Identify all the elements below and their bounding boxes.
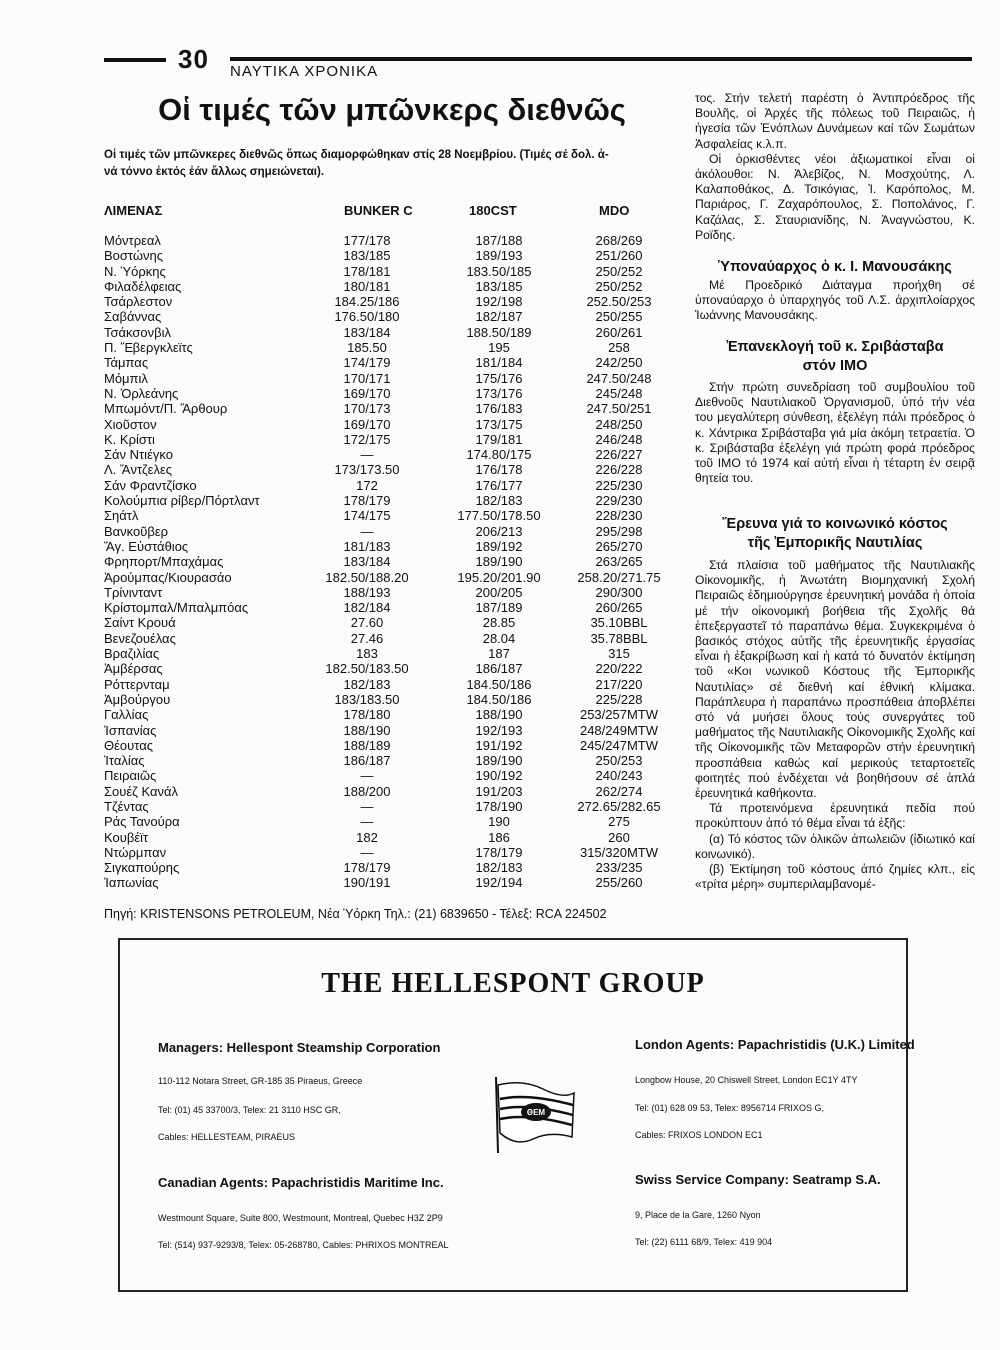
mdo-cell: 295/298 [595,523,643,539]
port-cell: Φιλαδέλφειας [104,278,182,294]
port-cell: Σαίντ Κρουά [104,615,176,631]
bunker-c-cell: 182 [356,829,378,845]
port-cell: Ἰαπωνίας [104,875,159,891]
bunker-c-cell: 183/184 [343,554,391,570]
bunker-c-cell: 188/190 [343,722,391,738]
mdo-cell: 290/300 [595,584,643,600]
bunker-c-cell: — [360,523,374,539]
bunker-c-cell: 185.50 [347,340,387,356]
table-header [104,203,680,233]
port-cell: Κολούμπια ρίβερ/Πόρτλαντ [104,493,260,509]
section-body-srivastava [695,380,975,486]
table-body [104,233,680,891]
port-cell: Βοστώνης [104,248,164,264]
bunker-c-cell: 188/189 [343,737,391,753]
cst180-cell: 186/187 [475,661,523,677]
heading-line: τῆς Ἐμπορικῆς Ναυτιλίας [747,535,923,551]
cst180-cell: 184.50/186 [466,691,532,707]
paragraph: (α) Τό κόστος τῶν ὁλικῶν ἀπωλειῶν (ἰδιωτικό καί κοινωνικό). [695,831,975,861]
heading-line: στόν IMO [802,358,868,374]
article-title: Οἱ τιμές τῶν μπῶνκερς διεθνῶς [158,92,626,127]
table-row [104,646,680,661]
table-row [104,554,680,569]
mdo-cell: 220/222 [595,661,643,677]
header-port: ΛΙΜΕΝΑΣ [104,203,163,218]
port-cell: Τρίνινταντ [104,584,163,600]
paragraph: τος. Στήν τελετή παρέστη ὁ Ἀντιπρόεδρος τῆς Βουλῆς, οἱ Ἀρχές τῆς πόλεως τοῦ Πειραιῶς, ἡ ἡγεσία τῶν Ἐνόπλων Δυνάμεων καί τῶν Σωμάτων Ἀσφαλείας κ.λ.π. [695,91,975,151]
flag-emblem-text: ΘΕΜ [526,1108,546,1117]
mdo-cell: 247.50/251 [586,401,652,417]
article-intro [104,147,680,181]
table-row [104,401,680,416]
mdo-cell: 240/243 [595,768,643,784]
hellespont-flag-logo [488,1075,578,1155]
cst180-cell: 187/189 [475,600,523,616]
mdo-cell: 35.10BBL [590,615,648,631]
port-cell: Τσάρλεστον [104,294,173,310]
bunker-c-cell: 183/183.50 [334,691,400,707]
bunker-c-cell: 190/191 [343,875,391,891]
table-row [104,478,680,493]
bunker-c-cell: 172 [356,477,378,493]
port-cell: Ντώρμπαν [104,844,167,860]
table-row [104,524,680,539]
cst180-cell: 178/179 [475,844,523,860]
bunker-c-cell: 170/171 [343,370,391,386]
cst180-cell: 189/190 [475,554,523,570]
table-row [104,860,680,875]
bunker-c-cell: 173/173.50 [334,462,400,478]
intro-line-1: Οἱ τιμές τῶν μπῶνκερες διεθνῶς ὅπως διαμορφώθηκαν στίς 28 Νοεμβρίου. (Τιμές σέ δολ. ἀ- [104,149,609,161]
mdo-cell: 225/228 [595,691,643,707]
port-cell: Πειραιῶς [104,768,157,784]
mdo-cell: 251/260 [595,248,643,264]
table-row [104,631,680,646]
mdo-cell: 242/250 [595,355,643,371]
table-row [104,692,680,707]
ad-managers-address: 110-112 Notara Street, GR-185 35 Piraeus, Greece [158,1076,363,1086]
bunker-c-cell: 169/170 [343,416,391,432]
paragraph: (β) Ἐκτίμηση τοῦ κόστους ἀπό ζημίες κλπ., εἰς «τρίτα μέρη» συμπεριλαμβανομέ- [695,862,975,892]
mdo-cell: 265/270 [595,538,643,554]
section-body-manousakis [695,278,975,324]
port-cell: Μόμπιλ [104,370,148,386]
mdo-cell: 245/248 [595,385,643,401]
ad-managers-cables: Cables: HELLESTEAM, PIRAEUS [158,1132,296,1142]
cst180-cell: 206/213 [475,523,523,539]
mdo-cell: 246/248 [595,431,643,447]
port-cell: Σουέζ Κανάλ [104,783,179,799]
port-cell: Σαβάννας [104,309,162,325]
port-cell: Βανκοῦβερ [104,523,169,539]
table-row [104,508,680,523]
table-row [104,432,680,447]
table-row [104,570,680,585]
paragraph: Τά προτεινόμενα ἐρευνητικά πεδία πού προκύπτουν ἀπό τό θέμα εἶναι τά ἑξῆς: [695,801,975,831]
bunker-c-cell: 178/181 [343,263,391,279]
mdo-cell: 260/265 [595,600,643,616]
mdo-cell: 228/230 [595,508,643,524]
bunker-c-cell: 174/175 [343,508,391,524]
ad-swiss-title: Swiss Service Company: Seatramp S.A. [635,1172,881,1187]
bunker-c-cell: 182/183 [343,676,391,692]
table-row [104,814,680,829]
heading-line: Ἐπανεκλογή τοῦ κ. Σριβάσταβα [726,339,944,355]
table-row [104,539,680,554]
right-column-top [695,91,975,243]
port-cell: Μπωμόντ/Π. Ἄρθουρ [104,401,228,417]
mdo-cell: 250/253 [595,753,643,769]
bunker-c-cell: 183 [356,646,378,662]
bunker-c-cell: 176.50/180 [334,309,400,325]
port-cell: Ν. Ὑόρκης [104,263,166,279]
cst180-cell: 179/181 [475,431,523,447]
header-mdo: MDO [599,203,630,218]
mdo-cell: 247.50/248 [586,370,652,386]
mdo-cell: 233/235 [595,860,643,876]
port-cell: Ράς Τανούρα [104,814,180,830]
mdo-cell: 262/274 [595,783,643,799]
cst180-cell: 183.50/185 [466,263,532,279]
ad-canadian-tel: Tel: (514) 937-9293/8, Telex: 05-268780, Cables: PHRIXOS MONTREAL [158,1240,449,1250]
page-number: 30 [178,44,209,74]
cst180-cell: 190 [488,814,510,830]
ad-london-tel: Tel: (01) 628 09 53, Telex: 8956714 FRIXOS G, [635,1103,824,1113]
port-cell: Κουβέϊτ [104,829,149,845]
port-cell: Βραζιλίας [104,646,160,662]
ad-swiss-tel: Tel: (22) 6111 68/9, Telex: 419 904 [635,1237,773,1247]
table-row [104,386,680,401]
cst180-cell: 182/183 [475,493,523,509]
port-cell: Χιοῦστον [104,416,157,432]
bunker-c-cell: 178/180 [343,707,391,723]
cst180-cell: 173/176 [475,385,523,401]
mdo-cell: 258 [608,340,630,356]
port-cell: Τσάκσονβιλ [104,324,172,340]
bunker-c-cell: 184.25/186 [334,294,400,310]
cst180-cell: 189/190 [475,753,523,769]
bunker-c-cell: 169/170 [343,385,391,401]
port-cell: Κ. Κρίστι [104,431,155,447]
port-cell: Ἀμβέρσας [104,661,163,677]
table-row [104,264,680,279]
port-cell: Τάμπας [104,355,149,371]
bunker-c-cell: 183/184 [343,324,391,340]
table-row [104,447,680,462]
port-cell: Ἰταλίας [104,753,145,769]
port-cell: Σηάτλ [104,508,139,524]
port-cell: Σιγκαπούρης [104,860,180,876]
table-row [104,279,680,294]
bunker-c-cell: 182.50/188.20 [325,569,409,585]
table-row [104,340,680,355]
mdo-cell: 226/227 [595,447,643,463]
header-180cst: 180CST [469,203,517,218]
ad-managers-title: Managers: Hellespont Steamship Corporation [158,1040,441,1055]
mdo-cell: 35.78BBL [590,630,648,646]
cst180-cell: 28.04 [482,630,516,646]
header-bunker-c: BUNKER C [344,203,413,218]
cst180-cell: 175/176 [475,370,523,386]
paragraph: Στά πλαίσια τοῦ μαθήματος τῆς Ναυτιλιακῆς Οἰκονομικῆς, ἡ Ἀνωτάτη Βιομηχανική Σχολή Πειραιῶς ἐδημιούργησε ἐρευνητική μονάδα ἡ ὁποία μέ τήν οἰκονομική βοήθεια τῆς Σχολῆς θά ἐπεξεργαστεῖ τό παραπάνω θέμα. Συγκεκριμένα ὁ βασικός στόχος αὐτῆς τῆς ἐρευνητικῆς ἐργασίας εἶναι ἡ ἐξακρίβωση καί ἡ κατά τό δυνατόν ἐκτίμηση τοῦ «Κοι νωνικοῦ Κόστους τῆς Ἐμπορικῆς Ναυτιλίας» σέ διεθνή καί ἐθνική κλίμακα. Παράπλευρα ἡ παραπάνω προσπάθεια ἀποβλέπει στό νά μυήσει ὅλους τούς συνεργάτες τοῦ μαθήματος τῆς Ναυτιλιακῆς Οἰκονομικῆς Σχολῆς καί τῆς Οἰκονομικῆς τῶν Μεταφορῶν στήν ἐρευνητική προσπάθεια καθώς καί μερικούς τεταρτοετεῖς φοιτητές πού ἐνδέχεται νά βοηθήσουν σέ ἁπλά ἐρευνητικά καθήκοντα. [695,558,975,801]
cst180-cell: 188.50/189 [466,324,532,340]
paragraph: Μέ Προεδρικό Διάταγμα προήχθη σέ ὑποναύαρχο ὁ ὑπαρχηγός τοῦ Λ.Σ. ἀρχιπλοίαρχος Ἰωάννης Μανουσάκης. [695,278,975,323]
bunker-c-cell: — [360,798,374,814]
ad-canadian-title: Canadian Agents: Papachristidis Maritime Inc. [158,1175,444,1190]
mdo-cell: 248/250 [595,416,643,432]
table-row [104,707,680,722]
table-row [104,768,680,783]
bunker-c-cell: 180/181 [343,278,391,294]
section-heading-srivastava [695,338,975,376]
cst180-cell: 186 [488,829,510,845]
table-row [104,830,680,845]
bunker-c-cell: 27.46 [350,630,384,646]
mdo-cell: 250/252 [595,278,643,294]
port-cell: Λ. Ἄντζελες [104,462,173,478]
bunker-c-cell: 182.50/183.50 [325,661,409,677]
port-cell: Σάν Φραντζίσκο [104,477,197,493]
table-row [104,661,680,676]
port-cell: Ν. Ὀρλεάνης [104,385,179,401]
table-row [104,845,680,860]
cst180-cell: 182/187 [475,309,523,325]
mdo-cell: 263/265 [595,554,643,570]
section-heading-manousakis: Ὑποναύαρχος ὁ κ. Ι. Μανουσάκης [718,259,952,275]
port-cell: Φρηπορτ/Μπαχάμας [104,554,224,570]
cst180-cell: 178/190 [475,798,523,814]
cst180-cell: 195.20/201.90 [457,569,541,585]
table-row [104,248,680,263]
port-cell: Γαλλίας [104,707,149,723]
intro-line-2: νά τόννο ἐκτός ἐάν ἄλλως σημειώνεται). [104,166,325,178]
table-source: Πηγή: KRISTENSONS PETROLEUM, Νέα Ὑόρκη Τηλ.: (21) 6839650 - Τέλεξ: RCA 224502 [104,907,607,921]
port-cell: Ἰσπανίας [104,722,157,738]
cst180-cell: 189/192 [475,538,523,554]
section-heading-research [695,515,975,553]
table-row [104,615,680,630]
port-cell: Βενεζουέλας [104,630,176,646]
table-row [104,325,680,340]
mdo-cell: 245/247MTW [579,737,659,753]
table-row [104,738,680,753]
cst180-cell: 192/194 [475,875,523,891]
bunker-c-cell: 178/179 [343,493,391,509]
port-cell: Ἀμβούργου [104,691,171,707]
bunker-c-cell: 182/184 [343,600,391,616]
bunker-c-cell: — [360,814,374,830]
port-cell: Ἀρούμπας/Κιουρασάο [104,569,232,585]
bunker-c-cell: 178/179 [343,860,391,876]
bunker-c-cell: 174/179 [343,355,391,371]
mdo-cell: 225/230 [595,477,643,493]
cst180-cell: 192/193 [475,722,523,738]
mdo-cell: 272.65/282.65 [577,798,661,814]
cst180-cell: 200/205 [475,584,523,600]
table-row [104,355,680,370]
bunker-c-cell: 172/175 [343,431,391,447]
cst180-cell: 190/192 [475,768,523,784]
mdo-cell: 268/269 [595,233,643,248]
bunker-c-cell: 183/185 [343,248,391,264]
port-cell: Π. Ἔβεργκλεϊτς [104,340,193,356]
bunker-c-cell: 177/178 [343,233,391,248]
cst180-cell: 28.85 [482,615,516,631]
paragraph: Στήν πρώτη συνεδρίαση τοῦ συμβουλίου τοῦ Διεθνοῦς Ναυτιλιακοῦ Ὀργανισμοῦ, ὑπό τήν νέα του μεγαλύτερη σύνθεση, ἐξελέγη πάλι πρόεδρος ὁ κ. Χάντρικα Σριβάσταβα γιά μία ἀκόμη τετραετία. Ὁ κ. Σριβάσταβα ἐξελέγη γιά πρώτη φορά πρόεδρος τοῦ IMO τό 1974 καί αὐτή εἶναι ἡ τέταρτη ἐν σειρᾷ θητεία του. [695,380,975,486]
cst180-cell: 184.50/186 [466,676,532,692]
cst180-cell: 183/185 [475,278,523,294]
paragraph: Οἱ ὁρκισθέντες νέοι ἀξιωματικοί εἶναι οἱ ἀκόλουθοι: Ν. Ἀλεβίζος, Ν. Μοσχούτης, Λ. Καλαποθάκος, Δ. Τσικόγιας, Ἰ. Καρόπολος, Μ. Παριάρος, Γ. Ζαχαρόπουλος, Σ. Ποπολάνος, Γ. Καζάλας, Σ. Σταυριανίδης, Ν. Ἀναγνώστου, Κ. Ροϊδης. [695,151,975,242]
bunker-c-cell: — [360,768,374,784]
port-cell: Τζέντας [104,798,149,814]
cst180-cell: 176/178 [475,462,523,478]
table-row [104,493,680,508]
cst180-cell: 177.50/178.50 [457,508,541,524]
ad-london-cables: Cables: FRIXOS LONDON EC1 [635,1130,763,1140]
mdo-cell: 260/261 [595,324,643,340]
cst180-cell: 182/183 [475,860,523,876]
cst180-cell: 176/177 [475,477,523,493]
port-cell: Θέουτας [104,737,153,753]
bunker-c-cell: 170/173 [343,401,391,417]
bunker-c-cell: 186/187 [343,753,391,769]
magazine-name: ΝΑΥΤΙΚΑ ΧΡΟΝΙΚΑ [230,63,379,80]
bunker-c-cell: 27.60 [350,615,384,631]
cst180-cell: 176/183 [475,401,523,417]
mdo-cell: 260 [608,829,630,845]
table-row [104,309,680,324]
cst180-cell: 191/192 [475,737,523,753]
table-row [104,677,680,692]
mdo-cell: 255/260 [595,875,643,891]
cst180-cell: 174.80/175 [466,447,532,463]
table-row [104,371,680,386]
bunker-c-cell: — [360,447,374,463]
ad-london-address: Longbow House, 20 Chiswell Street, London EC1Y 4TY [635,1075,858,1085]
table-row [104,784,680,799]
port-cell: Σάν Ντιέγκο [104,447,173,463]
ad-swiss-address: 9, Place de la Gare, 1260 Nyon [635,1210,761,1220]
heading-line: Ἔρευνα γιά το κοινωνικό κόστος [722,516,948,532]
bunker-c-cell: — [360,844,374,860]
port-cell: Ρόττερνταμ [104,676,170,692]
cst180-cell: 187/188 [475,233,523,248]
bunker-c-cell: 188/200 [343,783,391,799]
table-row [104,875,680,890]
bunker-c-cell: 181/183 [343,538,391,554]
bunker-c-cell: 188/193 [343,584,391,600]
cst180-cell: 195 [488,340,510,356]
mdo-cell: 229/230 [595,493,643,509]
cst180-cell: 191/203 [475,783,523,799]
mdo-cell: 275 [608,814,630,830]
mdo-cell: 252.50/253 [586,294,652,310]
table-row [104,799,680,814]
table-row [104,462,680,477]
mdo-cell: 253/257MTW [579,707,659,723]
mdo-cell: 248/249MTW [579,722,659,738]
mdo-cell: 315/320MTW [579,844,659,860]
table-row [104,723,680,738]
cst180-cell: 187 [488,646,510,662]
header-rule-right [230,57,972,61]
table-row [104,600,680,615]
mdo-cell: 250/255 [595,309,643,325]
mdo-cell: 226/228 [595,462,643,478]
ad-london-title: London Agents: Papachristidis (U.K.) Limited [635,1037,915,1052]
mdo-cell: 217/220 [595,676,643,692]
port-cell: Ἅγ. Εὐστάθιος [104,538,189,554]
ad-title: THE HELLESPONT GROUP [321,968,705,999]
mdo-cell: 250/252 [595,263,643,279]
cst180-cell: 173/175 [475,416,523,432]
table-row [104,585,680,600]
section-body-research [695,558,975,892]
ad-managers-tel: Tel: (01) 45 33700/3, Telex: 21 3110 HSC GR, [158,1105,341,1115]
table-row [104,233,680,248]
ad-canadian-address: Westmount Square, Suite 800, Westmount, Montreal, Quebec H3Z 2P9 [158,1213,443,1223]
bunker-price-table [104,203,680,891]
mdo-cell: 315 [608,646,630,662]
mdo-cell: 258.20/271.75 [577,569,661,585]
header-rule-left [104,58,166,62]
table-row [104,294,680,309]
table-row [104,753,680,768]
cst180-cell: 181/184 [475,355,523,371]
cst180-cell: 188/190 [475,707,523,723]
port-cell: Κρίστομπαλ/Μπαλμπόας [104,600,249,616]
cst180-cell: 189/193 [475,248,523,264]
cst180-cell: 192/198 [475,294,523,310]
table-row [104,417,680,432]
port-cell: Μόντρεαλ [104,233,161,248]
